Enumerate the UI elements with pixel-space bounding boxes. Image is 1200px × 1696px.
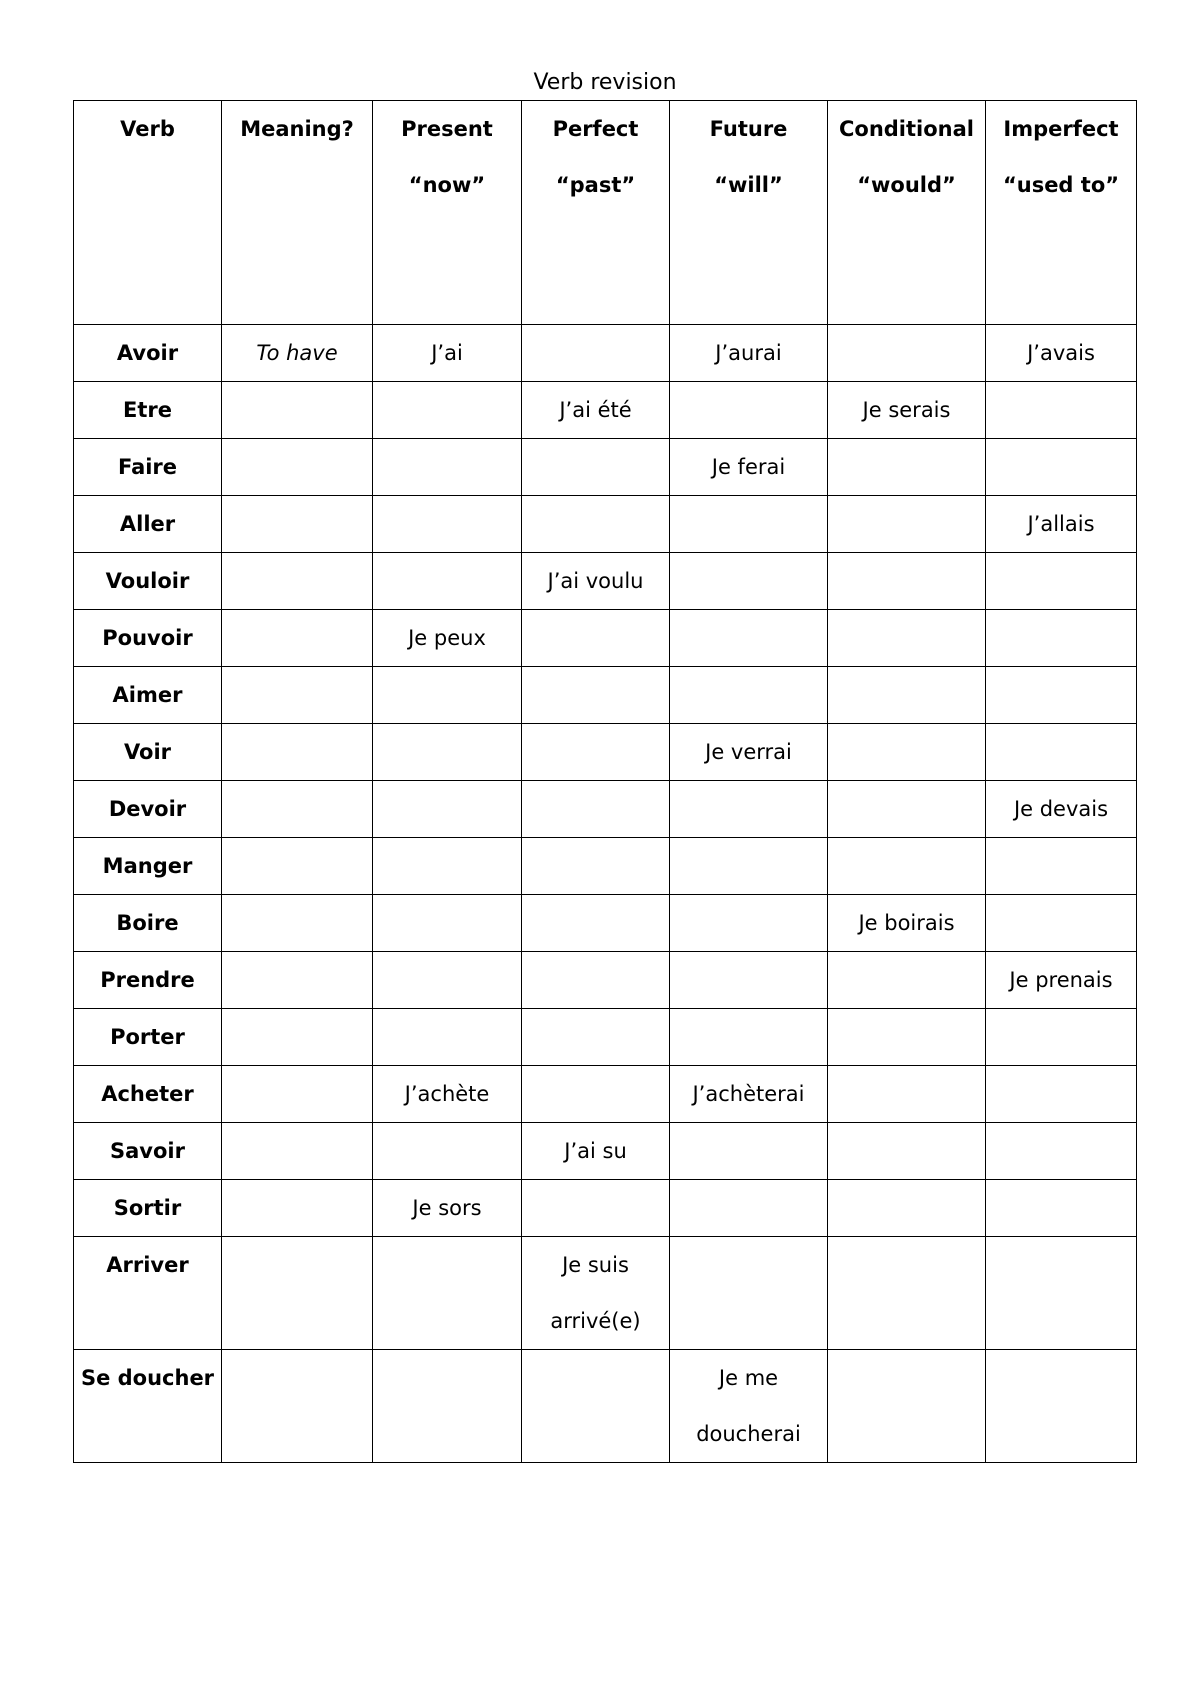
conjugation-cell [373, 952, 522, 1009]
document-title: Verb revision [533, 70, 677, 95]
conjugation-cell [986, 724, 1137, 781]
conjugation-cell [986, 610, 1137, 667]
verb-table [73, 100, 1137, 1463]
conjugation-cell [670, 1180, 828, 1237]
verb-cell: Pouvoir [74, 610, 222, 667]
column-gloss: “past” [555, 173, 636, 197]
conjugation-cell [222, 1123, 373, 1180]
conjugation-cell: J’achète [373, 1066, 522, 1123]
conjugation-cell [522, 838, 670, 895]
verb-cell: Boire [74, 895, 222, 952]
conjugation-cell [986, 1009, 1137, 1066]
conjugation-cell [828, 1180, 986, 1237]
conjugation-cell [222, 553, 373, 610]
table-row [74, 439, 1137, 496]
table-row [74, 553, 1137, 610]
conjugation-cell [670, 838, 828, 895]
table-row [74, 724, 1137, 781]
conjugation-cell [373, 1123, 522, 1180]
conjugation-cell: Je ferai [670, 439, 828, 496]
column-header [828, 101, 986, 325]
conjugation-cell [522, 496, 670, 553]
verb-cell: Etre [74, 382, 222, 439]
conjugation-cell [670, 895, 828, 952]
conjugation-cell [522, 1009, 670, 1066]
verb-cell: Avoir [74, 325, 222, 382]
conjugation-cell [828, 325, 986, 382]
table-row [74, 952, 1137, 1009]
conjugation-cell [373, 895, 522, 952]
conjugation-cell [986, 1066, 1137, 1123]
conjugation-cell [373, 1237, 522, 1350]
verb-cell: Savoir [74, 1123, 222, 1180]
table-row [74, 325, 1137, 382]
conjugation-cell [373, 382, 522, 439]
table-row [74, 1237, 1137, 1350]
conjugation-cell [222, 952, 373, 1009]
table-row [74, 1009, 1137, 1066]
conjugation-cell: To have [222, 325, 373, 382]
conjugation-cell [522, 781, 670, 838]
verb-cell: Aimer [74, 667, 222, 724]
table-row [74, 781, 1137, 838]
conjugation-cell [222, 439, 373, 496]
conjugation-cell [373, 1009, 522, 1066]
conjugation-cell [986, 838, 1137, 895]
conjugation-cell [522, 610, 670, 667]
conjugation-cell [828, 1350, 986, 1463]
column-name: Present [401, 117, 493, 141]
column-header [222, 101, 373, 325]
conjugation-cell [986, 1123, 1137, 1180]
conjugation-cell [522, 439, 670, 496]
conjugation-cell: Je boirais [828, 895, 986, 952]
conjugation-cell [222, 610, 373, 667]
conjugation-cell [222, 496, 373, 553]
conjugation-cell [828, 667, 986, 724]
verb-cell: Aller [74, 496, 222, 553]
conjugation-cell [222, 382, 373, 439]
conjugation-cell [670, 667, 828, 724]
conjugation-cell [670, 1009, 828, 1066]
conjugation-cell [222, 781, 373, 838]
conjugation-cell [986, 1180, 1137, 1237]
conjugation-cell [828, 724, 986, 781]
conjugation-cell [986, 439, 1137, 496]
column-header [670, 101, 828, 325]
conjugation-cell [373, 838, 522, 895]
conjugation-cell [670, 382, 828, 439]
conjugation-cell: J’avais [986, 325, 1137, 382]
table-row [74, 838, 1137, 895]
conjugation-cell [986, 553, 1137, 610]
table-row [74, 1180, 1137, 1237]
conjugation-cell [986, 667, 1137, 724]
conjugation-cell: J’ai voulu [522, 553, 670, 610]
conjugation-cell [222, 1180, 373, 1237]
column-gloss: “would” [857, 173, 956, 197]
conjugation-cell [222, 1237, 373, 1350]
conjugation-cell [986, 382, 1137, 439]
conjugation-cell [828, 439, 986, 496]
conjugation-cell [670, 496, 828, 553]
conjugation-cell [828, 496, 986, 553]
conjugation-cell [670, 553, 828, 610]
conjugation-cell [222, 1066, 373, 1123]
conjugation-cell [373, 724, 522, 781]
header-row [74, 101, 1137, 325]
column-name: Verb [120, 117, 175, 141]
conjugation-cell: Je peux [373, 610, 522, 667]
verb-cell: Devoir [74, 781, 222, 838]
conjugation-cell: Je me doucherai [670, 1350, 828, 1463]
column-gloss: “used to” [1002, 173, 1120, 197]
conjugation-cell: J’ai été [522, 382, 670, 439]
conjugation-cell [522, 1350, 670, 1463]
conjugation-cell [670, 1237, 828, 1350]
conjugation-cell [373, 553, 522, 610]
table-row [74, 1066, 1137, 1123]
verb-cell: Prendre [74, 952, 222, 1009]
conjugation-cell [222, 838, 373, 895]
verb-cell: Acheter [74, 1066, 222, 1123]
column-name: Future [709, 117, 788, 141]
column-name: Imperfect [1003, 117, 1119, 141]
conjugation-cell [222, 895, 373, 952]
verb-cell: Arriver [74, 1237, 222, 1350]
conjugation-cell [828, 610, 986, 667]
conjugation-cell [522, 724, 670, 781]
verb-cell: Sortir [74, 1180, 222, 1237]
conjugation-cell [670, 781, 828, 838]
conjugation-cell: J’achèterai [670, 1066, 828, 1123]
table-row [74, 610, 1137, 667]
conjugation-cell [828, 1237, 986, 1350]
conjugation-cell [373, 667, 522, 724]
conjugation-cell [222, 1350, 373, 1463]
conjugation-cell [828, 553, 986, 610]
conjugation-cell [373, 439, 522, 496]
conjugation-cell [828, 1009, 986, 1066]
conjugation-cell [670, 1123, 828, 1180]
verb-cell: Faire [74, 439, 222, 496]
conjugation-cell [828, 1066, 986, 1123]
conjugation-cell [522, 667, 670, 724]
table-row [74, 895, 1137, 952]
conjugation-cell: Je devais [986, 781, 1137, 838]
conjugation-cell: Je verrai [670, 724, 828, 781]
conjugation-cell [670, 952, 828, 1009]
table-row [74, 382, 1137, 439]
conjugation-cell [222, 1009, 373, 1066]
conjugation-cell [373, 781, 522, 838]
conjugation-cell: J’aurai [670, 325, 828, 382]
column-header [986, 101, 1137, 325]
table-row [74, 1350, 1137, 1463]
conjugation-cell: Je sors [373, 1180, 522, 1237]
conjugation-cell: J’ai su [522, 1123, 670, 1180]
column-gloss: “now” [408, 173, 486, 197]
conjugation-cell: J’allais [986, 496, 1137, 553]
conjugation-cell [828, 952, 986, 1009]
conjugation-cell [986, 1350, 1137, 1463]
table-row [74, 496, 1137, 553]
conjugation-cell: J’ai [373, 325, 522, 382]
conjugation-cell [986, 895, 1137, 952]
table-row [74, 667, 1137, 724]
verb-cell: Se doucher [74, 1350, 222, 1463]
column-header [373, 101, 522, 325]
conjugation-cell [373, 496, 522, 553]
conjugation-cell [828, 781, 986, 838]
conjugation-cell [986, 1237, 1137, 1350]
column-name: Conditional [838, 117, 974, 141]
column-name: Meaning? [240, 117, 354, 141]
conjugation-cell: Je suis arrivé(e) [522, 1237, 670, 1350]
verb-cell: Porter [74, 1009, 222, 1066]
verb-cell: Voir [74, 724, 222, 781]
column-gloss: “will” [714, 173, 783, 197]
conjugation-cell [222, 667, 373, 724]
verb-cell: Vouloir [74, 553, 222, 610]
column-name: Perfect [552, 117, 639, 141]
conjugation-cell: Je prenais [986, 952, 1137, 1009]
conjugation-cell [522, 952, 670, 1009]
conjugation-cell [828, 1123, 986, 1180]
verb-cell: Manger [74, 838, 222, 895]
conjugation-cell [222, 724, 373, 781]
conjugation-cell [373, 1350, 522, 1463]
conjugation-cell [522, 325, 670, 382]
column-header [74, 101, 222, 325]
table-row [74, 1123, 1137, 1180]
column-header [522, 101, 670, 325]
conjugation-cell: Je serais [828, 382, 986, 439]
conjugation-cell [522, 895, 670, 952]
conjugation-cell [670, 610, 828, 667]
conjugation-cell [522, 1180, 670, 1237]
conjugation-cell [522, 1066, 670, 1123]
conjugation-cell [828, 838, 986, 895]
